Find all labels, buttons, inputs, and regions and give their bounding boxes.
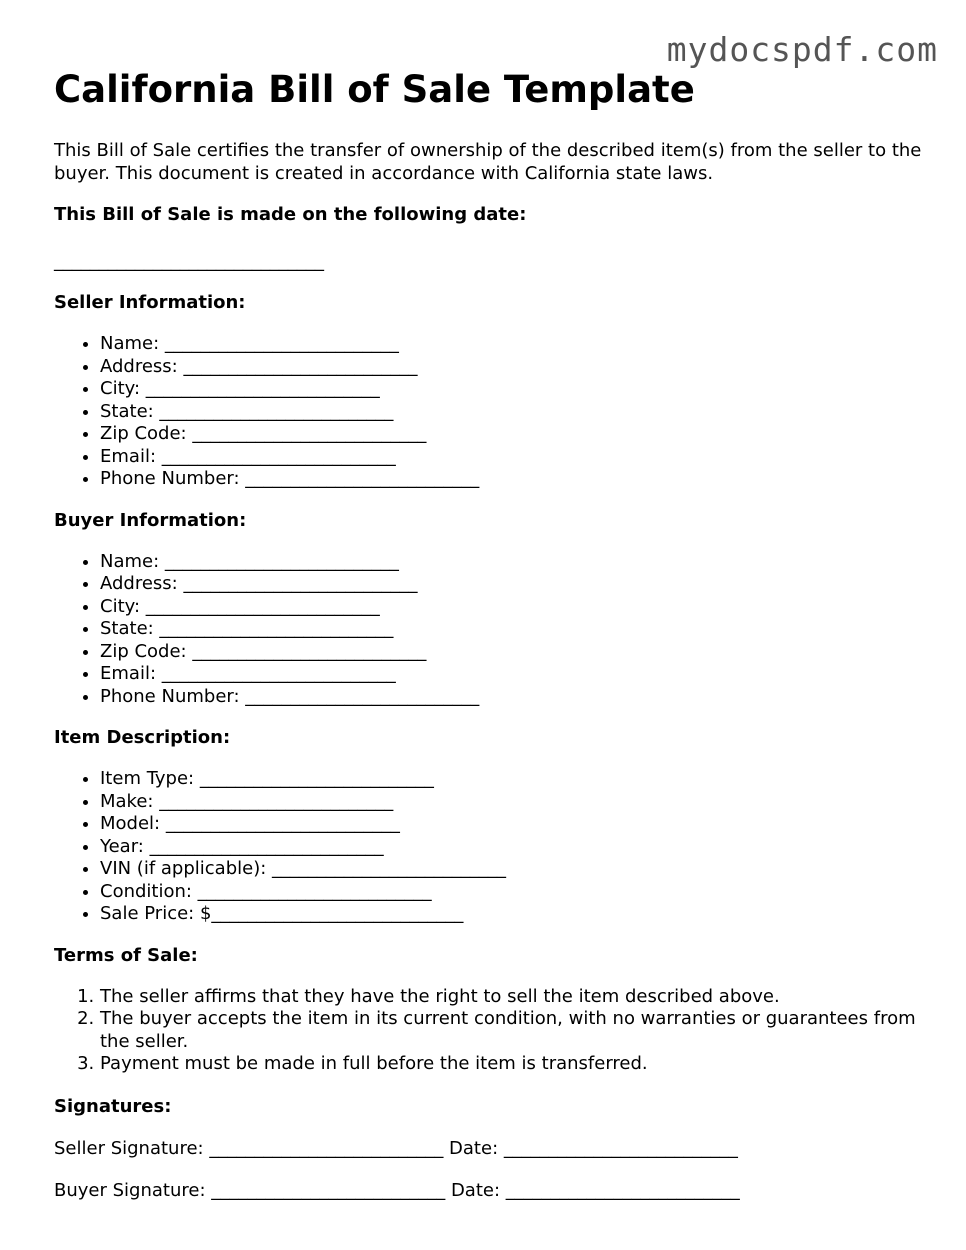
buyer-address-field: • Address: __________________________ [100,573,924,596]
date-blank: ______________________________ [54,251,324,272]
terms-heading: Terms of Sale: [54,944,198,966]
seller-state-field: • State: __________________________ [100,401,924,424]
buyer-heading: Buyer Information: [54,509,247,531]
terms-item: 1. The seller affirms that they have the right to sell the item described above. [100,986,924,1009]
buyer-city-field: • City: __________________________ [100,596,924,619]
item-price-field: • Sale Price: $____________________________ [100,903,924,926]
buyer-signature-line: Buyer Signature: __________________________ Date: __________________________ [54,1179,740,1201]
seller-city-field: • City: __________________________ [100,378,924,401]
seller-phone-field: • Phone Number: __________________________ [100,468,924,491]
terms-list [54,986,924,1076]
item-vin-field: • VIN (if applicable): __________________________ [100,858,924,881]
seller-name-field: • Name: __________________________ [100,333,924,356]
buyer-name-field: • Name: __________________________ [100,551,924,574]
item-model-field: • Model: __________________________ [100,813,924,836]
buyer-fields-list [54,551,924,709]
buyer-state-field: • State: __________________________ [100,618,924,641]
item-fields-list [54,768,924,926]
page-title: California Bill of Sale Template [54,68,695,111]
buyer-phone-field: • Phone Number: __________________________ [100,686,924,709]
date-heading: This Bill of Sale is made on the following date: [54,204,527,225]
item-condition-field: • Condition: __________________________ [100,881,924,904]
buyer-zip-field: • Zip Code: __________________________ [100,641,924,664]
seller-email-field: • Email: __________________________ [100,446,924,469]
item-year-field: • Year: __________________________ [100,836,924,859]
seller-signature-line: Seller Signature: __________________________ Date: __________________________ [54,1137,738,1159]
item-heading: Item Description: [54,727,231,748]
seller-fields-list [54,333,924,491]
seller-zip-field: • Zip Code: __________________________ [100,423,924,446]
item-make-field: • Make: __________________________ [100,791,924,814]
terms-item: 2. The buyer accepts the item in its current condition, with no warranties or guarantees from the seller. [100,1008,924,1053]
signatures-heading: Signatures: [54,1095,172,1117]
intro-paragraph: This Bill of Sale certifies the transfer of ownership of the described item(s) from the seller to the buyer. This document is created in accordance with California state laws. [54,140,922,184]
seller-address-field: • Address: __________________________ [100,356,924,379]
watermark: mydocspdf.com [666,30,938,69]
item-type-field: • Item Type: __________________________ [100,768,924,791]
terms-item: 3. Payment must be made in full before the item is transferred. [100,1053,924,1076]
seller-heading: Seller Information: [54,292,246,313]
document-page [54,64,924,1202]
buyer-email-field: • Email: __________________________ [100,663,924,686]
